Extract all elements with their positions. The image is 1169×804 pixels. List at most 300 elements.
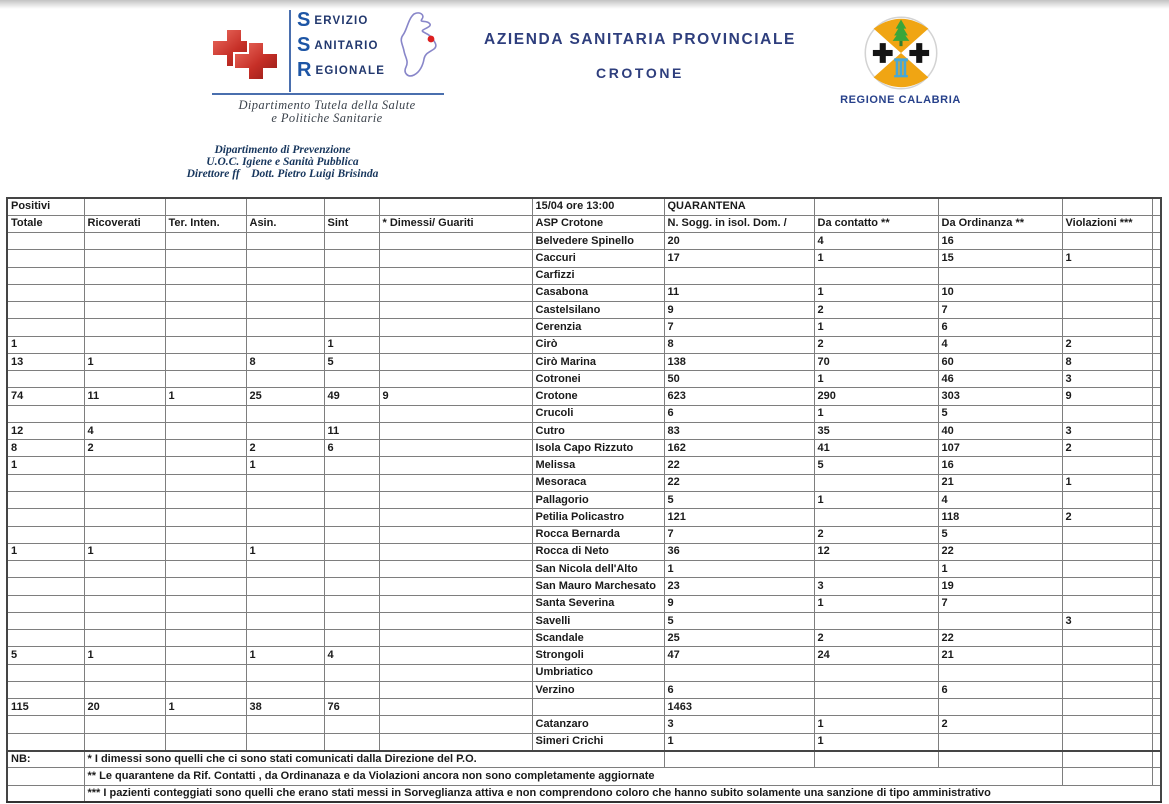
spare-cell [1152,267,1161,284]
table-notes-section [7,751,1161,803]
cell-ricoverati: 11 [84,388,165,405]
cell-n-sogg-isol-dom: 22 [664,457,814,474]
logo-divider-line [289,10,291,92]
cell-violazioni [1062,630,1152,647]
cell-dimessi-guariti [379,716,532,733]
spare-cell [1152,198,1161,215]
cell-violazioni [1062,267,1152,284]
cell-da-contatto: 1 [814,319,938,336]
cell-ter-inten [165,543,246,560]
ssr-caption-line1: Dipartimento Tutela della Salute [238,98,416,112]
cell-violazioni [1062,595,1152,612]
cell-violazioni [1062,699,1152,716]
cell-violazioni: 8 [1062,353,1152,370]
spare-cell [1152,595,1161,612]
ssr-line-sanitario [297,34,385,59]
cell-totale [7,681,84,698]
department-line1: Dipartimento di Prevenzione [214,144,351,156]
cell-da-contatto: 70 [814,353,938,370]
cell-comune: Belvedere Spinello [532,233,664,250]
cell-totale [7,405,84,422]
cell-ter-inten [165,578,246,595]
cell-sint: 1 [324,336,379,353]
cell-ter-inten: 1 [165,388,246,405]
cell-violazioni: 3 [1062,422,1152,439]
cell-violazioni [1062,319,1152,336]
cell-ricoverati [84,612,165,629]
cell-da-ordinanza: 118 [938,509,1062,526]
table-row [7,422,1161,439]
cell-n-sogg-isol-dom: 138 [664,353,814,370]
cell-comune: San Nicola dell'Alto [532,561,664,578]
cell-ter-inten [165,716,246,733]
cell-n-sogg-isol-dom [664,267,814,284]
cell-totale [7,267,84,284]
spare-cell [1152,509,1161,526]
empty-cell [814,198,938,215]
cell-ter-inten [165,319,246,336]
cell-da-contatto [814,664,938,681]
cell-ricoverati: 1 [84,353,165,370]
cell-dimessi-guariti [379,578,532,595]
cell-violazioni [1062,543,1152,560]
cell-n-sogg-isol-dom: 5 [664,492,814,509]
cell-totale [7,664,84,681]
cell-ricoverati [84,733,165,750]
asp-data-table [6,197,1162,803]
spare-cell [1152,474,1161,491]
ssr-red-cross-icon [208,25,282,88]
cell-da-contatto: 4 [814,233,938,250]
cell-ter-inten [165,733,246,750]
cell-ter-inten [165,612,246,629]
note-3-row [7,785,1161,802]
cell-sint [324,233,379,250]
cell-ricoverati: 4 [84,422,165,439]
cell-ricoverati [84,319,165,336]
cell-ter-inten [165,422,246,439]
asp-title-line1: AZIENDA SANITARIA PROVINCIALE [484,31,796,48]
spare-cell [1152,751,1161,768]
ssr-initial: S [297,34,311,56]
table-row [7,664,1161,681]
empty-cell [7,768,84,785]
nb-label-cell: NB: [7,751,84,768]
cell-totale: 12 [7,422,84,439]
cell-da-contatto: 5 [814,457,938,474]
cell-comune: Rocca di Neto [532,543,664,560]
datetime-header-cell: 15/04 ore 13:00 [532,198,664,215]
cell-dimessi-guariti [379,457,532,474]
cell-ricoverati [84,578,165,595]
cell-n-sogg-isol-dom: 11 [664,284,814,301]
cell-ter-inten [165,233,246,250]
cell-asin: 1 [246,647,324,664]
cell-dimessi-guariti [379,440,532,457]
spare-cell [1152,561,1161,578]
cell-asin [246,474,324,491]
cell-dimessi-guariti [379,302,532,319]
cell-dimessi-guariti [379,319,532,336]
table-row [7,543,1161,560]
asp-title [440,31,840,81]
cell-dimessi-guariti [379,664,532,681]
cell-sint: 6 [324,440,379,457]
cell-ricoverati [84,630,165,647]
cell-n-sogg-isol-dom: 50 [664,371,814,388]
ssr-caption [192,99,462,125]
table-row [7,233,1161,250]
cell-sint [324,595,379,612]
cell-ter-inten [165,371,246,388]
cell-comune: Cirò Marina [532,353,664,370]
cell-sint [324,250,379,267]
cell-asin [246,612,324,629]
cell-da-ordinanza: 46 [938,371,1062,388]
asp-title-line2: CROTONE [596,65,684,81]
cell-ricoverati [84,526,165,543]
spare-cell [1152,699,1161,716]
table-header-section [7,198,1161,233]
cell-n-sogg-isol-dom: 1 [664,561,814,578]
cell-totale [7,492,84,509]
spare-cell [1152,284,1161,301]
ssr-caption-line2: e Politiche Sanitarie [271,111,383,125]
cell-ter-inten [165,561,246,578]
regione-calabria-label: REGIONE CALABRIA [840,94,961,106]
cell-violazioni: 1 [1062,250,1152,267]
cell-comune [532,699,664,716]
cell-da-contatto: 290 [814,388,938,405]
note-3-cell: *** I pazienti conteggiati sono quelli che erano stati messi in Sorveglianza attiva e non comprendono coloro che hanno subito solamente una sanzione di tipo amministrativo [84,785,1161,802]
spare-cell [1152,733,1161,750]
cell-ricoverati [84,492,165,509]
cell-asin [246,371,324,388]
cell-da-ordinanza: 15 [938,250,1062,267]
cell-violazioni: 9 [1062,388,1152,405]
cell-da-ordinanza: 21 [938,474,1062,491]
cell-n-sogg-isol-dom: 25 [664,630,814,647]
cell-da-ordinanza: 40 [938,422,1062,439]
cell-sint [324,302,379,319]
logo-underline [212,93,444,95]
table-row [7,561,1161,578]
cell-n-sogg-isol-dom: 36 [664,543,814,560]
ssr-rest: ANITARIO [314,40,379,52]
cell-comune: Cirò [532,336,664,353]
col-header-dimessi-guariti: * Dimessi/ Guariti [379,215,532,232]
spare-cell [1152,233,1161,250]
cell-totale: 1 [7,336,84,353]
table-row [7,336,1161,353]
col-header-da-ordinanza: Da Ordinanza ** [938,215,1062,232]
cell-asin [246,664,324,681]
cell-da-ordinanza: 10 [938,284,1062,301]
cell-totale: 5 [7,647,84,664]
cell-violazioni [1062,578,1152,595]
cell-sint [324,543,379,560]
cell-da-contatto: 1 [814,250,938,267]
cell-sint [324,612,379,629]
cell-ricoverati [84,681,165,698]
cell-ter-inten [165,664,246,681]
cell-sint [324,319,379,336]
cell-sint [324,630,379,647]
cell-da-ordinanza: 2 [938,716,1062,733]
spare-cell [1152,215,1161,232]
cell-dimessi-guariti [379,612,532,629]
spare-cell [1152,440,1161,457]
cell-sint [324,457,379,474]
cell-comune: Santa Severina [532,595,664,612]
scan-top-shade [0,0,1169,9]
cell-da-contatto: 1 [814,492,938,509]
cell-da-ordinanza: 16 [938,457,1062,474]
cell-ricoverati: 20 [84,699,165,716]
spare-cell [1152,630,1161,647]
cell-ter-inten [165,630,246,647]
cell-sint: 11 [324,422,379,439]
cell-dimessi-guariti [379,561,532,578]
ssr-rest: EGIONALE [315,65,386,77]
empty-cell [1062,198,1152,215]
cell-asin: 25 [246,388,324,405]
spare-cell [1152,405,1161,422]
cell-asin [246,250,324,267]
table-row [7,630,1161,647]
cell-da-ordinanza: 16 [938,233,1062,250]
cell-sint [324,681,379,698]
spare-cell [1152,647,1161,664]
cell-dimessi-guariti [379,595,532,612]
cell-da-contatto: 24 [814,647,938,664]
spare-cell [1152,319,1161,336]
cell-totale [7,509,84,526]
cell-violazioni: 2 [1062,336,1152,353]
cell-comune: Scandale [532,630,664,647]
cell-n-sogg-isol-dom: 162 [664,440,814,457]
cell-violazioni: 3 [1062,612,1152,629]
cell-totale: 8 [7,440,84,457]
cell-da-ordinanza [938,267,1062,284]
note-2-row [7,768,1161,785]
table-data-section [7,233,1161,751]
cell-ter-inten [165,267,246,284]
spare-cell [1152,543,1161,560]
cell-da-ordinanza: 21 [938,647,1062,664]
cell-da-ordinanza: 6 [938,319,1062,336]
cell-dimessi-guariti [379,492,532,509]
table-row [7,578,1161,595]
cell-dimessi-guariti [379,543,532,560]
cell-sint [324,733,379,750]
cell-da-contatto [814,699,938,716]
cell-ricoverati [84,250,165,267]
cell-sint: 49 [324,388,379,405]
cell-dimessi-guariti [379,699,532,716]
cell-sint [324,284,379,301]
cell-dimessi-guariti [379,647,532,664]
cell-violazioni [1062,284,1152,301]
cell-ter-inten [165,681,246,698]
cell-n-sogg-isol-dom: 5 [664,612,814,629]
cell-dimessi-guariti [379,250,532,267]
cell-ter-inten [165,405,246,422]
cell-sint [324,267,379,284]
empty-cell [7,785,84,802]
cell-comune: San Mauro Marchesato [532,578,664,595]
cell-dimessi-guariti [379,353,532,370]
spare-cell [1152,578,1161,595]
cell-comune: Strongoli [532,647,664,664]
spare-cell [1152,492,1161,509]
cell-n-sogg-isol-dom: 17 [664,250,814,267]
cell-ricoverati [84,509,165,526]
cell-violazioni [1062,647,1152,664]
cell-sint [324,474,379,491]
cell-ter-inten [165,492,246,509]
ssr-rest: ERVIZIO [314,15,369,27]
cell-sint [324,561,379,578]
cell-totale: 13 [7,353,84,370]
table-row [7,319,1161,336]
cell-sint [324,371,379,388]
table-row [7,353,1161,370]
crotone-location-dot [428,36,435,43]
table-row [7,405,1161,422]
ssr-logo-text [297,9,385,84]
table-row [7,250,1161,267]
col-header-n-sogg-isol-dom: N. Sogg. in isol. Dom. / [664,215,814,232]
cell-totale [7,733,84,750]
cell-asin [246,716,324,733]
cell-ricoverati [84,267,165,284]
cell-comune: Umbriatico [532,664,664,681]
cell-ricoverati [84,716,165,733]
cell-da-ordinanza: 7 [938,302,1062,319]
cell-sint [324,405,379,422]
ssr-initial: S [297,9,311,31]
spare-cell [1152,422,1161,439]
cell-da-ordinanza: 22 [938,543,1062,560]
cell-asin: 1 [246,457,324,474]
empty-cell [938,751,1062,768]
cell-dimessi-guariti [379,509,532,526]
cell-asin [246,733,324,750]
cell-totale [7,233,84,250]
cell-da-contatto [814,612,938,629]
note-2-cell: ** Le quarantene da Rif. Contatti , da Ordinanaza e da Violazioni ancora non sono completamente aggiornate [84,768,1062,785]
cell-asin [246,302,324,319]
cell-da-contatto: 1 [814,371,938,388]
cell-asin [246,630,324,647]
cell-violazioni [1062,492,1152,509]
cell-ricoverati [84,284,165,301]
cell-dimessi-guariti [379,405,532,422]
department-line2: U.O.C. Igiene e Sanità Pubblica [206,156,359,168]
col-header-asp-crotone: ASP Crotone [532,215,664,232]
cell-sint: 4 [324,647,379,664]
cell-comune: Cerenzia [532,319,664,336]
cell-asin [246,681,324,698]
cell-totale [7,526,84,543]
cell-asin [246,233,324,250]
cell-da-contatto: 1 [814,595,938,612]
empty-cell [324,198,379,215]
cell-dimessi-guariti [379,267,532,284]
empty-cell [1062,768,1152,785]
spare-cell [1152,388,1161,405]
cell-da-ordinanza: 60 [938,353,1062,370]
cell-comune: Casabona [532,284,664,301]
table-row [7,284,1161,301]
cell-da-contatto [814,267,938,284]
cell-da-ordinanza [938,612,1062,629]
col-header-ricoverati: Ricoverati [84,215,165,232]
ssr-line-servizio [297,9,385,34]
cell-da-contatto [814,681,938,698]
cell-totale [7,284,84,301]
cell-totale [7,630,84,647]
empty-cell [814,751,938,768]
cell-asin: 2 [246,440,324,457]
cell-asin [246,284,324,301]
cell-n-sogg-isol-dom: 8 [664,336,814,353]
cell-violazioni [1062,561,1152,578]
cell-asin [246,422,324,439]
department-heading [160,145,405,181]
table-row [7,388,1161,405]
department-line3: Direttore ff Dott. Pietro Luigi Brisinda [186,168,379,180]
cell-sint [324,492,379,509]
cell-ricoverati [84,595,165,612]
cell-totale [7,319,84,336]
ssr-line-regionale [297,59,385,84]
cell-sint [324,664,379,681]
cell-violazioni [1062,302,1152,319]
cell-da-contatto: 41 [814,440,938,457]
empty-cell [246,198,324,215]
cell-violazioni [1062,233,1152,250]
cell-n-sogg-isol-dom: 20 [664,233,814,250]
cell-ter-inten [165,284,246,301]
table-row [7,267,1161,284]
cell-sint: 76 [324,699,379,716]
cell-totale [7,474,84,491]
cell-ter-inten: 1 [165,699,246,716]
table-row [7,716,1161,733]
table-row [7,492,1161,509]
cell-totale: 115 [7,699,84,716]
cell-da-contatto [814,509,938,526]
cell-totale: 74 [7,388,84,405]
cell-n-sogg-isol-dom: 1463 [664,699,814,716]
table-header-row-2 [7,215,1161,232]
cell-da-contatto: 2 [814,302,938,319]
cell-comune: Simeri Crichi [532,733,664,750]
cell-n-sogg-isol-dom: 6 [664,681,814,698]
table-row [7,474,1161,491]
cell-comune: Melissa [532,457,664,474]
cell-comune: Savelli [532,612,664,629]
col-header-totale: Totale [7,215,84,232]
empty-cell [84,198,165,215]
cell-n-sogg-isol-dom: 9 [664,595,814,612]
cell-comune: Mesoraca [532,474,664,491]
cell-totale [7,371,84,388]
cell-dimessi-guariti [379,681,532,698]
cell-da-contatto: 35 [814,422,938,439]
